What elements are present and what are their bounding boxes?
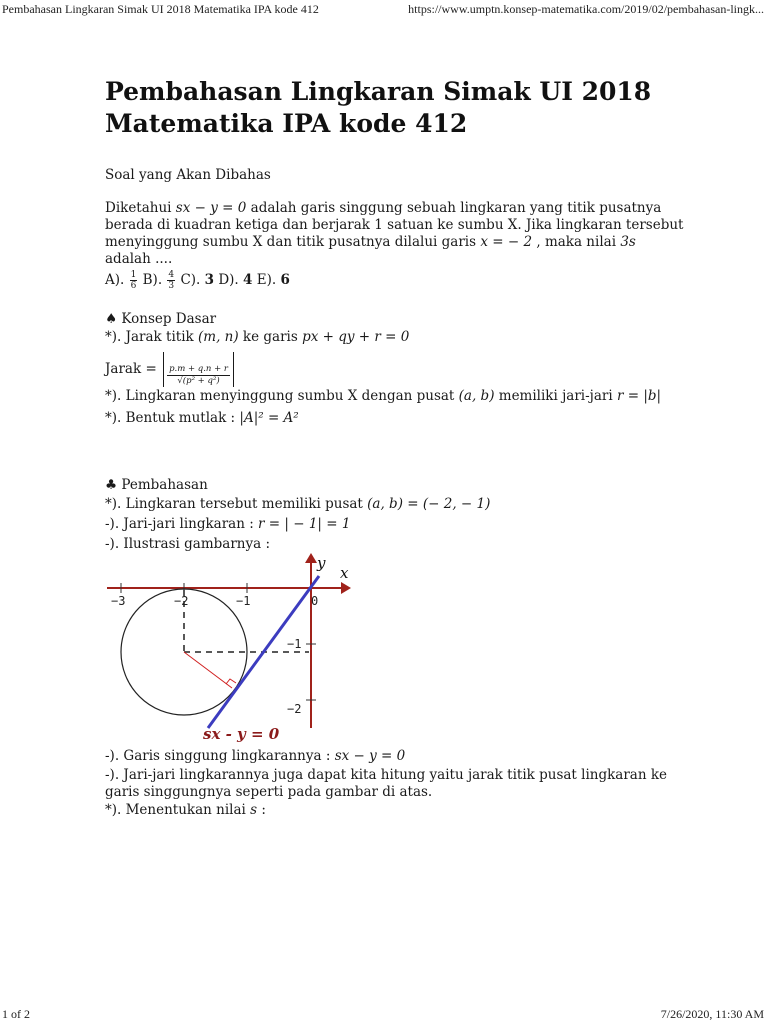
garis-singgung-line [105,748,405,765]
option-c-label: C). [180,272,201,288]
browser-page-title: Pembahasan Lingkaran Simak UI 2018 Matematika IPA kode 412 [2,2,319,16]
x-tick-label: 0 [311,594,319,608]
fraction-numerator: p.m + q.n + r [169,364,228,374]
konsep-text: *). Lingkaran menyinggung sumbu X dengan pusat [105,388,455,404]
option-b-fraction [167,270,175,291]
fraction-denominator: 6 [130,281,137,291]
fraction-denominator: 3 [168,281,175,291]
option-b-label: B). [142,272,163,288]
konsep-text: *). Jarak titik [105,329,194,345]
pembahasan-text: -). Jari-jari lingkaran : [105,516,254,532]
right-angle-mark [226,679,236,684]
print-timestamp: 7/26/2020, 11:30 AM [660,1007,764,1021]
browser-url[interactable]: https://www.umptn.konsep-matematika.com/2019/02/pembahasan-lingk... [408,2,764,16]
y-axis-label: y [317,554,326,572]
pembahasan-text: -). Garis singgung lingkarannya : [105,748,331,764]
fraction-numerator: 4 [168,270,175,280]
jarak-formula [105,352,234,387]
x-tick-label: −1 [236,594,251,608]
option-a-fraction [130,270,138,291]
option-d-value: 4 [243,272,253,288]
equation: (a, b) = (− 2, − 1) [367,496,491,512]
x-tick-label: −2 [174,594,189,608]
option-d-label: D). [218,272,239,288]
question-line-2: berada di kuadran ketiga dan berjarak 1 satuan ke sumbu X. Jika lingkaran tersebut [105,217,684,233]
distance-fraction [167,364,230,387]
circle-tangent-figure [105,552,365,748]
equation: |A|² = A² [239,410,299,426]
option-e-label: E). [256,272,277,288]
question-text: , maka nilai [536,234,617,250]
pembahasan-text: *). Lingkaran tersebut memiliki pusat [105,496,363,512]
pembahasan-heading: ♣ Pembahasan [105,477,208,493]
fraction-denominator: √(p² + q²) [177,376,220,386]
x-axis-arrow [341,582,351,594]
y-tick-label: −2 [287,702,302,716]
option-c-value: 3 [204,272,215,288]
question-text: menyinggung sumbu X dan titik pusatnya dilalui garis [105,234,477,250]
fraction-numerator: 1 [130,270,137,280]
pembahasan-text: *). Menentukan nilai [105,802,246,818]
jarak-titik-line [105,329,409,346]
soal-heading: Soal yang Akan Dibahas [105,167,271,183]
tangent-line-label: sx - y = 0 [203,725,280,743]
menyinggung-line [105,388,661,405]
equation: x = − 2 [480,234,533,250]
mutlak-line [105,410,299,427]
article-title: Pembahasan Lingkaran Simak UI 2018 Matematika IPA kode 412 [105,77,652,138]
option-e-value: 6 [280,272,290,288]
radius-line [184,652,232,688]
konsep-text: ke garis [242,329,298,345]
equation: r = |b| [616,388,662,404]
pembahasan-text: : [261,802,266,818]
tangent-line [208,576,319,728]
equation: r = | − 1| = 1 [258,516,351,532]
konsep-text: memiliki jari-jari [498,388,613,404]
question-text: adalah garis singgung sebuah lingkaran yang titik pusatnya [250,200,662,216]
equals-sign: = [145,361,157,377]
question-text: Diketahui [105,200,172,216]
question-line-3 [105,234,636,251]
pusat-line [105,496,490,513]
page-count: 1 of 2 [2,1007,30,1021]
y-tick-label: −1 [287,637,302,651]
x-tick-label: −3 [111,594,126,608]
equation: (m, n) [198,329,239,345]
jarak-explain-line-2: garis singgungnya seperti pada gambar di atas. [105,784,433,800]
konsep-heading: ♠ Konsep Dasar [105,311,217,327]
equation: px + qy + r = 0 [302,329,410,345]
menentukan-line [105,802,266,819]
absolute-value-box [163,352,234,387]
equation: s [250,802,258,818]
question-line-1 [105,200,661,217]
jarak-explain-line-1: -). Jari-jari lingkarannya juga dapat kita hitung yaitu jarak titik pusat lingkaran ke [105,767,667,783]
jari-line [105,516,350,533]
equation: (a, b) [458,388,495,404]
x-axis-label: x [340,564,349,582]
equation: sx − y = 0 [334,748,406,764]
question-line-4: adalah .... [105,251,173,267]
ilustrasi-line: -). Ilustrasi gambarnya : [105,536,270,552]
equation: sx − y = 0 [175,200,247,216]
option-a-label: A). [105,272,125,288]
jarak-label: Jarak [105,361,142,377]
konsep-text: *). Bentuk mutlak : [105,410,236,426]
equation: 3s [620,234,636,250]
answer-options [105,268,290,292]
y-axis-arrow [305,553,317,563]
